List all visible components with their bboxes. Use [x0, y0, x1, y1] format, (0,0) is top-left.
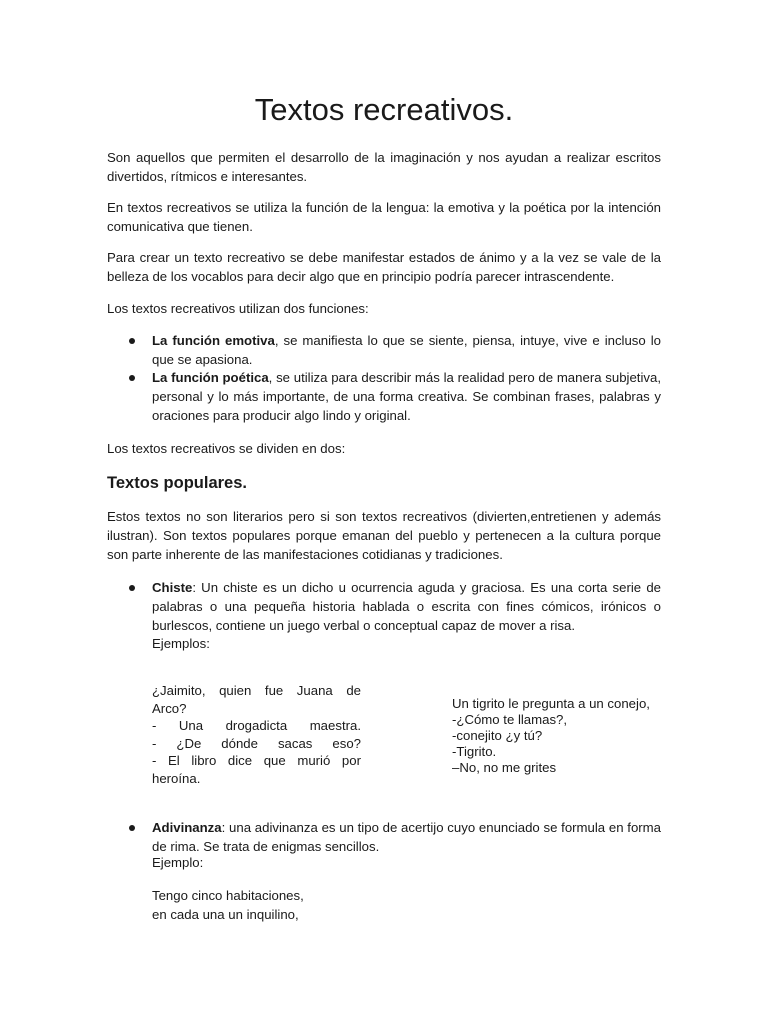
adivinanza-text: : una adivinanza es un tipo de acertijo cuyo enunciado se formula en forma de rima. Se trata de enigmas sencillos. — [152, 820, 661, 854]
example-2-line: -conejito ¿y tú? — [452, 728, 543, 743]
bullet-icon — [129, 338, 135, 344]
function-poetica-text: , se utiliza para describir más la realidad pero de manera subjetiva, personal y lo más importante, de una forma creativa. Se combinan frases, palabras y oraciones para producir algo lindo y original. — [152, 370, 661, 423]
bullet-icon — [129, 825, 135, 831]
populares-description: Estos textos no son literarios pero si son textos recreativos (divierten,entretienen y además ilustran). Son textos populares porque emanan del pueblo y pertenecen a la cultura porque son parte inherente de las manifestaciones cotidianas y tradiciones. — [107, 509, 661, 562]
example-1-line: heroína. — [152, 770, 201, 786]
adivinanza-example-label: Ejemplo: — [152, 855, 204, 870]
function-emotiva-text: , se manifiesta lo que se siente, piensa, intuye, vive e incluso lo que se apasiona. — [152, 333, 661, 367]
example-2-line: -¿Cómo te llamas?, — [452, 712, 568, 727]
intro-paragraph-1: Son aquellos que permiten el desarrollo de la imaginación y nos ayudan a realizar escritos divertidos, rítmicos e interesantes. — [107, 150, 661, 184]
adivinanza-term: Adivinanza — [152, 820, 222, 835]
chiste-example-2 — [452, 696, 672, 776]
adivinanza-verse — [152, 886, 661, 924]
function-emotiva-item — [152, 331, 661, 369]
intro-paragraph-4: Los textos recreativos utilizan dos funciones: — [107, 301, 369, 316]
divide-paragraph: Los textos recreativos se dividen en dos: — [107, 441, 346, 456]
function-poetica-term: La función poética — [152, 370, 269, 385]
example-2-line: -Tigrito. — [452, 744, 497, 759]
chiste-example-1 — [152, 682, 361, 787]
example-1-line: - ¿De dónde sacas eso? — [152, 735, 361, 751]
bullet-icon — [129, 375, 135, 381]
intro-paragraph-3: Para crear un texto recreativo se debe manifestar estados de ánimo y a la vez se vale de la belleza de los vocablos para decir algo que en principio podría parecer intrascendente. — [107, 250, 661, 284]
example-1-line: - Una drogadicta maestra. — [152, 718, 361, 733]
bullet-icon — [129, 585, 135, 591]
verse-line: Tengo cinco habitaciones, — [152, 888, 304, 903]
chiste-examples-label: Ejemplos: — [152, 636, 210, 651]
example-1-line: Arco? — [152, 700, 187, 716]
example-1-line: ¿Jaimito, quien fue Juana de — [152, 683, 361, 698]
function-poetica-item — [152, 368, 661, 425]
intro-paragraph-2: En textos recreativos se utiliza la función de la lengua: la emotiva y la poética por la intención comunicativa que tienen. — [107, 200, 661, 234]
example-1-line: - El libro dice que murió por — [152, 753, 361, 768]
verse-line: en cada una un inquilino, — [152, 907, 299, 922]
section-heading-populares: Textos populares. — [107, 474, 247, 492]
chiste-item — [152, 578, 661, 635]
chiste-text: : Un chiste es un dicho u ocurrencia aguda y graciosa. Es una corta serie de palabras o una pequeña historia hablada o escrita con fines cómicos, irónicos o burlescos, contiene un juego verbal o conceptual capaz de mover a risa. — [152, 580, 661, 633]
function-emotiva-term: La función emotiva — [152, 333, 275, 348]
adivinanza-item — [152, 818, 661, 856]
page-title: Textos recreativos. — [254, 92, 514, 127]
chiste-term: Chiste — [152, 580, 193, 595]
example-2-line: Un tigrito le pregunta a un conejo, — [452, 696, 650, 711]
example-2-line: –No, no me grites — [452, 760, 557, 775]
